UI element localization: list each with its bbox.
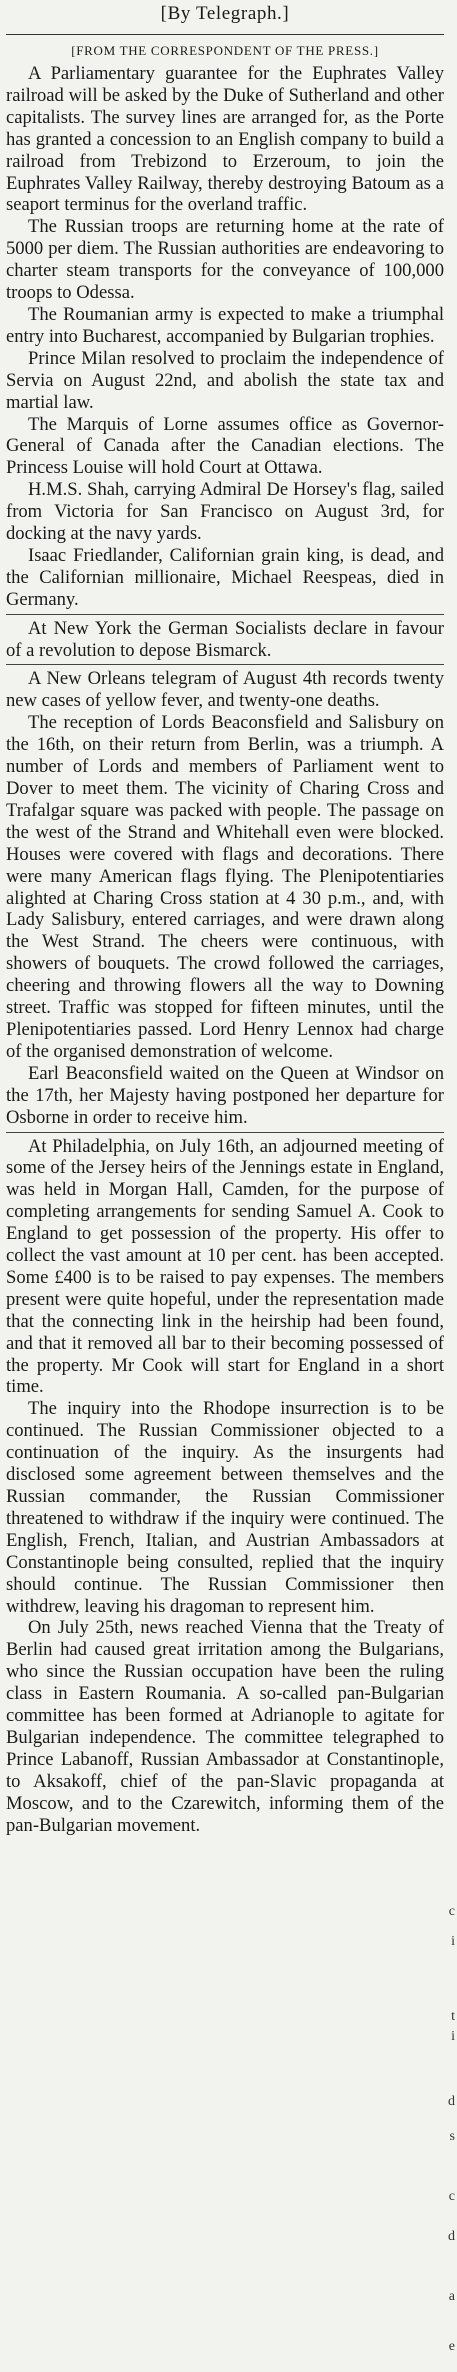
edge-fragment: s <box>449 2129 455 2144</box>
separator-rule <box>6 614 444 615</box>
edge-fragment: i <box>451 2029 455 2044</box>
heading-rule <box>6 34 444 35</box>
edge-fragment: t <box>451 2009 455 2024</box>
edge-fragment: c <box>448 2189 455 2204</box>
paragraph-prince-milan: Prince Milan resolved to proclaim the independence of Servia on August 22nd, and abolish the state tax and martial law. <box>6 347 444 413</box>
telegraph-column <box>6 2 444 1837</box>
edge-fragment: d <box>448 2094 455 2109</box>
byline: [FROM THE CORRESPONDENT OF THE PRESS.] <box>71 43 379 58</box>
paragraph-marquis-lorne: The Marquis of Lorne assumes office as Governor-General of Canada after the Canadian elections. The Princess Louise will hold Court at Ottawa. <box>6 413 444 479</box>
paragraph-german-socialists: At New York the German Socialists declare in favour of a revolution to depose Bismarck. <box>6 617 444 661</box>
separator-rule <box>6 1132 444 1133</box>
paragraph-roumanian-army: The Roumanian army is expected to make a triumphal entry into Bucharest, accompanied by Bulgarian trophies. <box>6 303 444 347</box>
paragraph-jennings-estate: At Philadelphia, on July 16th, an adjourned meeting of some of the Jersey heirs of the Jennings estate in England, was held in Morgan Hall, Camden, for the purpose of completing arrangements for sending Samuel A. Cook to England to get possession of the property. His offer to collect the vast amount at 10 per cent. has been accepted. Some £400 is to be raised to pay expenses. The members present were quite hopeful, under the representation made that the connecting link in the heirship had been found, and that it removed all bar to their becoming possessed of the property. Mr Cook will start for England in a short time. <box>6 1135 444 1398</box>
edge-fragment: e <box>448 2339 455 2354</box>
separator-rule <box>6 664 444 665</box>
section-heading: [By Telegraph.] <box>160 3 290 24</box>
paragraph-beaconsfield-reception: The reception of Lords Beaconsfield and Salisbury on the 16th, on their return from Berlin, was a triumph. A number of Lords and members of Parliament went to Dover to meet them. The vicinity of Charing Cross and Trafalgar square was packed with people. The passage on the west of the Strand and Whitehall even were blocked. Houses were covered with flags and decorations. There were many American flags flying. The Plenipotentiaries alighted at Charing Cross station at 4 30 p.m., and, with Lady Salisbury, entered carriages, and were drawn along the West Strand. The cheers were continuous, with showers of bouquets. The crowd followed the carriages, cheering and throwing flowers all the way to Downing street. Traffic was stopped for fifteen minutes, until the Plenipotentiaries passed. Lord Henry Lennox had charge of the organised demonstration of welcome. <box>6 712 444 1062</box>
paragraph-euphrates-railroad: A Parliamentary guarantee for the Euphrates Valley railroad will be asked by the Duke of Sutherland and other capitalists. The survey lines are arranged for, as the Porte has granted a concession to an English company to build a railroad from Trebizond to Erzeroum, to join the Euphrates Valley Railway, thereby destroying Batoum as a seaport terminus for the overland traffic. <box>6 63 444 216</box>
edge-fragment: i <box>451 1934 455 1949</box>
edge-fragment: c <box>448 1904 455 1919</box>
edge-fragment: a <box>448 2289 455 2304</box>
paragraph-windsor-visit: Earl Beaconsfield waited on the Queen at Windsor on the 17th, her Majesty having postponed her departure for Osborne in order to receive him. <box>6 1062 444 1128</box>
paragraph-yellow-fever: A New Orleans telegram of August 4th records twenty new cases of yellow fever, and twenty-one deaths. <box>6 668 444 712</box>
paragraph-rhodope-inquiry: The inquiry into the Rhodope insurrection is to be continued. The Russian Commissioner objected to a continuation of the inquiry. As the insurgents had disclosed some agreement between themselves and the Russian commander, the Russian Commissioner threatened to withdraw if the inquiry were continued. The English, French, Italian, and Austrian Ambassadors at Constantinople being consulted, replied that the inquiry should continue. The Russian Commissioner then withdrew, leaving his dragoman to represent him. <box>6 1398 444 1617</box>
paragraph-bulgarian-movement: On July 25th, news reached Vienna that the Treaty of Berlin had caused great irritation among the Bulgarians, who since the Russian occupation have been the ruling class in Eastern Roumania. A so-called pan-Bulgarian committee has been formed at Adrianople to agitate for Bulgarian independence. The committee telegraphed to Prince Labanoff, Russian Ambassador at Constantinople, to Aksakoff, chief of the pan-Slavic propaganda at Moscow, and to the Czarewitch, informing them of the pan-Bulgarian movement. <box>6 1617 444 1836</box>
paragraph-hms-shah: H.M.S. Shah, carrying Admiral De Horsey's flag, sailed from Victoria for San Francisco on August 3rd, for docking at the navy yards. <box>6 479 444 545</box>
adjacent-column-edge <box>449 0 455 2372</box>
edge-fragment: d <box>448 2229 455 2244</box>
paragraph-friedlander: Isaac Friedlander, Californian grain king, is dead, and the Californian millionaire, Michael Reespeas, died in Germany. <box>6 544 444 610</box>
paragraph-russian-troops: The Russian troops are returning home at the rate of 5000 per diem. The Russian authorities are endeavoring to charter steam transports for the conveyance of 100,000 troops to Odessa. <box>6 216 444 304</box>
